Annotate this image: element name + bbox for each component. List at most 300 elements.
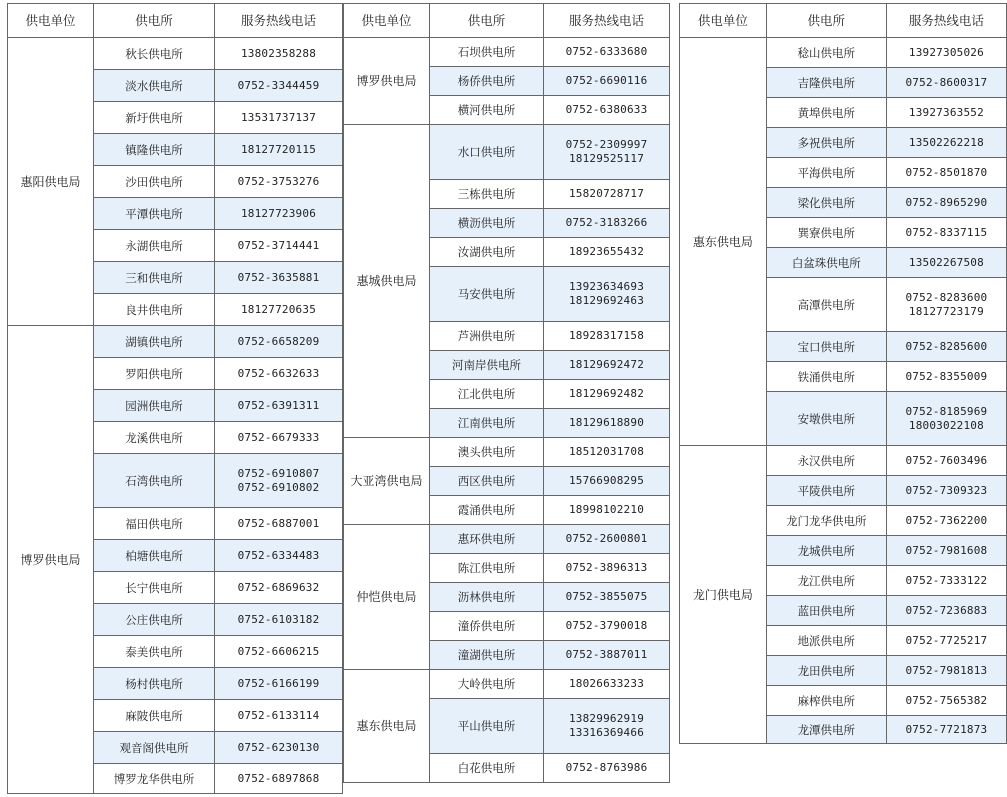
phone-cell bbox=[544, 438, 670, 467]
station-name: 永汉供电所 bbox=[797, 453, 856, 468]
unit-cell: 惠东供电局 bbox=[344, 670, 430, 783]
station-cell bbox=[94, 390, 215, 422]
station-name: 杨村供电所 bbox=[125, 676, 183, 691]
phone-cell bbox=[544, 496, 670, 525]
phone-cell bbox=[886, 566, 1006, 596]
phone-number: 13927305026 bbox=[908, 45, 984, 59]
phone-cell bbox=[886, 716, 1006, 744]
station-name: 新圩供电所 bbox=[125, 110, 183, 125]
phone-cell bbox=[544, 754, 670, 783]
phone-number: 0752-6910807 bbox=[237, 466, 320, 480]
station-cell bbox=[94, 668, 215, 700]
station-name: 水口供电所 bbox=[457, 145, 516, 159]
phone-cell bbox=[544, 180, 670, 209]
station-cell bbox=[94, 326, 215, 358]
station-cell bbox=[94, 230, 215, 262]
station-cell bbox=[94, 198, 215, 230]
station-name: 芦洲供电所 bbox=[457, 329, 516, 343]
phone-cell bbox=[544, 322, 670, 351]
station-name: 柏塘供电所 bbox=[125, 548, 183, 563]
station-name: 马安供电所 bbox=[457, 287, 516, 301]
unit-cell: 大亚湾供电局 bbox=[344, 438, 430, 525]
phone-cell bbox=[886, 446, 1006, 476]
station-cell bbox=[430, 322, 544, 351]
phone-cell bbox=[215, 70, 343, 102]
phone-cell bbox=[544, 612, 670, 641]
header-unit: 供电单位 bbox=[344, 4, 430, 38]
station-cell bbox=[430, 238, 544, 267]
phone-number: 18129692472 bbox=[568, 358, 645, 371]
unit-cell: 龙门供电局 bbox=[680, 446, 767, 744]
station-name: 三和供电所 bbox=[125, 270, 183, 285]
station-name: 石湾供电所 bbox=[125, 473, 183, 488]
phone-cell bbox=[215, 454, 343, 508]
station-name: 沙田供电所 bbox=[125, 174, 183, 189]
header-phone: 服务热线电话 bbox=[215, 4, 343, 38]
phone-cell bbox=[544, 267, 670, 322]
phone-cell bbox=[544, 467, 670, 496]
station-cell bbox=[94, 454, 215, 508]
station-name: 石坝供电所 bbox=[457, 45, 516, 59]
station-cell bbox=[94, 422, 215, 454]
station-cell bbox=[94, 700, 215, 732]
station-cell bbox=[766, 98, 886, 128]
table-row bbox=[680, 38, 1007, 68]
phone-cell bbox=[215, 102, 343, 134]
header-station: 供电所 bbox=[430, 4, 544, 38]
station-cell bbox=[766, 218, 886, 248]
phone-number: 0752-6334483 bbox=[237, 548, 320, 562]
station-name: 园洲供电所 bbox=[125, 398, 183, 413]
station-cell bbox=[94, 134, 215, 166]
phone-number: 0752-7236883 bbox=[905, 603, 988, 617]
phone-number: 18127723179 bbox=[908, 304, 984, 318]
station-cell bbox=[430, 96, 544, 125]
station-cell bbox=[94, 604, 215, 636]
station-name: 平潭供电所 bbox=[125, 206, 183, 221]
station-cell bbox=[766, 248, 886, 278]
station-name: 罗阳供电所 bbox=[125, 366, 183, 381]
station-name: 蓝田供电所 bbox=[797, 603, 856, 618]
header-phone: 服务热线电话 bbox=[544, 4, 670, 38]
station-name: 江南供电所 bbox=[457, 416, 516, 430]
phone-number: 0752-8283600 bbox=[905, 290, 988, 304]
station-name: 龙城供电所 bbox=[797, 543, 856, 558]
station-cell bbox=[94, 102, 215, 134]
station-name: 江北供电所 bbox=[457, 387, 516, 401]
table-row bbox=[344, 670, 670, 699]
phone-number: 0752-8337115 bbox=[905, 225, 988, 239]
station-cell bbox=[766, 626, 886, 656]
unit-cell: 博罗供电局 bbox=[344, 38, 430, 125]
phone-cell bbox=[886, 626, 1006, 656]
phone-number: 18512031708 bbox=[568, 445, 645, 458]
phone-cell bbox=[544, 125, 670, 180]
phone-cell bbox=[544, 554, 670, 583]
station-name: 白盆珠供电所 bbox=[791, 255, 861, 270]
phone-number: 13531737137 bbox=[240, 110, 317, 124]
phone-number: 13502262218 bbox=[908, 135, 984, 149]
phone-number: 0752-6679333 bbox=[237, 430, 320, 444]
station-name: 泰美供电所 bbox=[125, 644, 183, 659]
phone-number: 18129525117 bbox=[568, 152, 645, 165]
header-station: 供电所 bbox=[94, 4, 215, 38]
station-cell bbox=[766, 158, 886, 188]
station-name: 观音阁供电所 bbox=[119, 740, 189, 755]
phone-number: 0752-7603496 bbox=[905, 453, 988, 467]
phone-cell bbox=[215, 422, 343, 454]
station-name: 龙江供电所 bbox=[797, 573, 856, 588]
table-row bbox=[8, 326, 343, 358]
phone-number: 15766908295 bbox=[568, 474, 645, 487]
header-row bbox=[8, 4, 343, 38]
phone-cell bbox=[886, 506, 1006, 536]
station-name: 龙溪供电所 bbox=[125, 430, 183, 445]
table-row bbox=[344, 38, 670, 67]
station-cell bbox=[430, 380, 544, 409]
phone-cell bbox=[886, 332, 1006, 362]
station-cell bbox=[430, 267, 544, 322]
phone-number: 0752-6391311 bbox=[237, 398, 320, 412]
phone-number: 18928317158 bbox=[568, 329, 645, 342]
phone-cell bbox=[215, 134, 343, 166]
phone-number: 0752-7565382 bbox=[905, 693, 988, 707]
station-cell bbox=[430, 125, 544, 180]
table-row bbox=[344, 125, 670, 180]
station-name: 秋长供电所 bbox=[125, 46, 183, 61]
phone-cell bbox=[215, 572, 343, 604]
station-name: 平海供电所 bbox=[797, 165, 856, 180]
station-cell bbox=[766, 566, 886, 596]
station-cell bbox=[766, 656, 886, 686]
phone-number: 0752-3344459 bbox=[237, 78, 320, 92]
phone-cell bbox=[886, 38, 1006, 68]
station-cell bbox=[94, 508, 215, 540]
phone-number: 13927363552 bbox=[908, 105, 984, 119]
phone-cell bbox=[886, 596, 1006, 626]
station-name: 铁涌供电所 bbox=[797, 369, 856, 384]
station-name: 梁化供电所 bbox=[797, 195, 856, 210]
station-name: 永湖供电所 bbox=[125, 238, 183, 253]
station-name: 惠环供电所 bbox=[457, 532, 516, 546]
header-station: 供电所 bbox=[766, 4, 886, 38]
phone-cell bbox=[886, 248, 1006, 278]
station-cell bbox=[94, 732, 215, 764]
phone-cell bbox=[544, 409, 670, 438]
station-name: 地派供电所 bbox=[797, 633, 856, 648]
station-cell bbox=[430, 754, 544, 783]
phone-number: 0752-7309323 bbox=[905, 483, 988, 497]
phone-cell bbox=[215, 294, 343, 326]
phone-number: 13802358288 bbox=[240, 46, 317, 60]
station-cell bbox=[430, 180, 544, 209]
phone-number: 0752-3855075 bbox=[565, 590, 648, 603]
phone-cell bbox=[544, 351, 670, 380]
phone-number: 0752-6869632 bbox=[237, 580, 320, 594]
station-cell bbox=[766, 278, 886, 332]
phone-number: 0752-6658209 bbox=[237, 334, 320, 348]
phone-number: 0752-7362200 bbox=[905, 513, 988, 527]
station-cell bbox=[94, 38, 215, 70]
station-cell bbox=[766, 188, 886, 218]
station-name: 福田供电所 bbox=[125, 516, 183, 531]
phone-number: 0752-6230130 bbox=[237, 740, 320, 754]
unit-cell: 惠城供电局 bbox=[344, 125, 430, 438]
phone-number: 0752-3635881 bbox=[237, 270, 320, 284]
station-name: 平陵供电所 bbox=[797, 483, 856, 498]
phone-number: 13923634693 bbox=[568, 280, 645, 293]
station-name: 沥林供电所 bbox=[457, 590, 516, 604]
phone-number: 18127720115 bbox=[240, 142, 317, 156]
phone-number: 0752-2309997 bbox=[565, 138, 648, 151]
station-name: 横沥供电所 bbox=[457, 216, 516, 230]
station-cell bbox=[430, 438, 544, 467]
station-cell bbox=[94, 764, 215, 794]
station-name: 长宁供电所 bbox=[125, 580, 183, 595]
station-name: 稔山供电所 bbox=[797, 45, 856, 60]
phone-cell bbox=[544, 525, 670, 554]
phone-number: 0752-2600801 bbox=[565, 532, 648, 545]
phone-cell bbox=[544, 67, 670, 96]
station-name: 潼湖供电所 bbox=[457, 648, 516, 662]
station-cell bbox=[430, 38, 544, 67]
phone-number: 0752-3790018 bbox=[565, 619, 648, 632]
station-cell bbox=[430, 209, 544, 238]
phone-cell bbox=[215, 668, 343, 700]
phone-cell bbox=[544, 670, 670, 699]
phone-number: 0752-7721873 bbox=[905, 722, 988, 736]
phone-number: 0752-6897868 bbox=[237, 771, 320, 785]
phone-number: 18127720635 bbox=[240, 302, 317, 316]
station-name: 河南岸供电所 bbox=[452, 358, 521, 372]
phone-cell bbox=[215, 38, 343, 70]
header-row bbox=[344, 4, 670, 38]
station-name: 淡水供电所 bbox=[125, 78, 183, 93]
phone-number: 0752-6690116 bbox=[565, 74, 648, 87]
station-cell bbox=[430, 525, 544, 554]
station-cell bbox=[430, 496, 544, 525]
phone-cell bbox=[886, 98, 1006, 128]
phone-number: 0752-8285600 bbox=[905, 339, 988, 353]
phone-cell bbox=[215, 540, 343, 572]
station-cell bbox=[766, 536, 886, 566]
station-name: 多祝供电所 bbox=[797, 135, 856, 150]
phone-number: 0752-8763986 bbox=[565, 761, 648, 774]
station-name: 平山供电所 bbox=[457, 719, 516, 733]
station-cell bbox=[430, 409, 544, 438]
station-cell bbox=[766, 716, 886, 744]
phone-number: 18998102210 bbox=[568, 503, 645, 516]
station-name: 麻陂供电所 bbox=[125, 708, 183, 723]
unit-cell: 惠东供电局 bbox=[680, 38, 767, 446]
phone-cell bbox=[215, 262, 343, 294]
phone-cell bbox=[215, 326, 343, 358]
header-unit: 供电单位 bbox=[8, 4, 94, 38]
phone-cell bbox=[544, 380, 670, 409]
phone-cell bbox=[886, 392, 1006, 446]
station-cell bbox=[766, 596, 886, 626]
station-name: 澳头供电所 bbox=[457, 445, 516, 459]
station-cell bbox=[766, 38, 886, 68]
unit-cell: 博罗供电局 bbox=[8, 326, 94, 794]
phone-number: 13502267508 bbox=[908, 255, 984, 269]
station-name: 龙门龙华供电所 bbox=[786, 513, 867, 528]
phone-number: 15820728717 bbox=[568, 187, 645, 200]
phone-number: 0752-7981813 bbox=[905, 663, 988, 677]
phone-cell bbox=[215, 358, 343, 390]
phone-cell bbox=[215, 230, 343, 262]
station-cell bbox=[94, 294, 215, 326]
station-name: 白花供电所 bbox=[457, 761, 516, 775]
header-row bbox=[680, 4, 1007, 38]
phone-number: 18127723906 bbox=[240, 206, 317, 220]
table-row bbox=[8, 38, 343, 70]
phone-cell bbox=[886, 362, 1006, 392]
phone-cell bbox=[215, 732, 343, 764]
station-cell bbox=[766, 332, 886, 362]
station-cell bbox=[766, 476, 886, 506]
station-cell bbox=[94, 636, 215, 668]
header-unit: 供电单位 bbox=[680, 4, 767, 38]
station-cell bbox=[430, 699, 544, 754]
phone-cell bbox=[886, 686, 1006, 716]
phone-number: 0752-6887001 bbox=[237, 516, 320, 530]
station-cell bbox=[94, 358, 215, 390]
phone-number: 0752-7333122 bbox=[905, 573, 988, 587]
phone-number: 0752-3753276 bbox=[237, 174, 320, 188]
phone-number: 0752-6380633 bbox=[565, 103, 648, 116]
phone-number: 18026633233 bbox=[568, 677, 645, 690]
station-cell bbox=[766, 68, 886, 98]
station-name: 三栋供电所 bbox=[457, 187, 516, 201]
station-cell bbox=[430, 554, 544, 583]
station-cell bbox=[430, 351, 544, 380]
phone-cell bbox=[886, 128, 1006, 158]
phone-number: 18129692463 bbox=[568, 294, 645, 307]
phone-cell bbox=[886, 188, 1006, 218]
phone-cell bbox=[544, 38, 670, 67]
station-cell bbox=[94, 540, 215, 572]
phone-number: 0752-7725217 bbox=[905, 633, 988, 647]
station-cell bbox=[94, 572, 215, 604]
phone-number: 18923655432 bbox=[568, 245, 645, 258]
station-name: 横河供电所 bbox=[457, 103, 516, 117]
station-name: 公庄供电所 bbox=[125, 612, 183, 627]
phone-number: 0752-8355009 bbox=[905, 369, 988, 383]
unit-cell: 仲恺供电局 bbox=[344, 525, 430, 670]
phone-cell bbox=[886, 158, 1006, 188]
station-cell bbox=[94, 262, 215, 294]
station-name: 霞涌供电所 bbox=[457, 503, 516, 517]
phone-cell bbox=[886, 218, 1006, 248]
station-cell bbox=[766, 506, 886, 536]
table-row bbox=[680, 446, 1007, 476]
phone-number: 0752-6133114 bbox=[237, 708, 320, 722]
phone-cell bbox=[215, 604, 343, 636]
station-cell bbox=[430, 583, 544, 612]
unit-cell: 惠阳供电局 bbox=[8, 38, 94, 326]
station-cell bbox=[766, 128, 886, 158]
phone-cell bbox=[544, 583, 670, 612]
contact-table-2 bbox=[343, 3, 670, 783]
phone-number: 18129692482 bbox=[568, 387, 645, 400]
phone-cell bbox=[215, 700, 343, 732]
station-cell bbox=[766, 362, 886, 392]
phone-number: 13829962919 bbox=[568, 712, 645, 725]
phone-number: 0752-8501870 bbox=[905, 165, 988, 179]
station-name: 西区供电所 bbox=[457, 474, 516, 488]
station-name: 博罗龙华供电所 bbox=[113, 771, 195, 786]
table-row bbox=[344, 525, 670, 554]
station-name: 大岭供电所 bbox=[457, 677, 516, 691]
station-cell bbox=[766, 392, 886, 446]
phone-cell bbox=[215, 764, 343, 794]
station-cell bbox=[430, 67, 544, 96]
station-name: 潼侨供电所 bbox=[457, 619, 516, 633]
station-name: 湖镇供电所 bbox=[125, 334, 183, 349]
phone-number: 0752-6632633 bbox=[237, 366, 320, 380]
station-name: 安墩供电所 bbox=[797, 411, 856, 426]
station-cell bbox=[766, 686, 886, 716]
phone-number: 0752-3183266 bbox=[565, 216, 648, 229]
phone-cell bbox=[544, 96, 670, 125]
station-cell bbox=[430, 467, 544, 496]
station-name: 麻榨供电所 bbox=[797, 693, 856, 708]
station-name: 镇隆供电所 bbox=[125, 142, 183, 157]
station-name: 汝湖供电所 bbox=[457, 245, 516, 259]
table-row bbox=[344, 438, 670, 467]
phone-number: 0752-6166199 bbox=[237, 676, 320, 690]
station-name: 龙田供电所 bbox=[797, 663, 856, 678]
station-name: 黄埠供电所 bbox=[797, 105, 856, 120]
phone-cell bbox=[215, 166, 343, 198]
phone-number: 0752-8185969 bbox=[905, 404, 988, 418]
phone-number: 0752-6910802 bbox=[237, 480, 320, 494]
phone-number: 0752-6606215 bbox=[237, 644, 320, 658]
station-cell bbox=[766, 446, 886, 476]
station-name: 吉隆供电所 bbox=[797, 75, 856, 90]
phone-cell bbox=[544, 209, 670, 238]
phone-number: 0752-3896313 bbox=[565, 561, 648, 574]
phone-number: 0752-8965290 bbox=[905, 195, 988, 209]
phone-number: 0752-7981608 bbox=[905, 543, 988, 557]
phone-cell bbox=[215, 390, 343, 422]
station-name: 良井供电所 bbox=[125, 302, 183, 317]
phone-cell bbox=[886, 476, 1006, 506]
station-name: 杨侨供电所 bbox=[457, 74, 516, 88]
phone-number: 0752-6103182 bbox=[237, 612, 320, 626]
phone-number: 0752-3887011 bbox=[565, 648, 648, 661]
phone-cell bbox=[215, 636, 343, 668]
header-phone: 服务热线电话 bbox=[886, 4, 1006, 38]
phone-cell bbox=[886, 68, 1006, 98]
phone-cell bbox=[544, 699, 670, 754]
station-cell bbox=[430, 641, 544, 670]
contact-table-1 bbox=[7, 3, 343, 794]
station-name: 陈江供电所 bbox=[457, 561, 516, 575]
phone-cell bbox=[215, 508, 343, 540]
station-cell bbox=[94, 166, 215, 198]
station-cell bbox=[94, 70, 215, 102]
phone-number: 13316369466 bbox=[568, 726, 645, 739]
station-name: 龙潭供电所 bbox=[797, 722, 856, 737]
phone-cell bbox=[886, 656, 1006, 686]
contact-table-3 bbox=[679, 3, 1007, 744]
station-name: 宝口供电所 bbox=[797, 339, 856, 354]
phone-cell bbox=[544, 238, 670, 267]
phone-number: 0752-8600317 bbox=[905, 75, 988, 89]
phone-number: 0752-3714441 bbox=[237, 238, 320, 252]
